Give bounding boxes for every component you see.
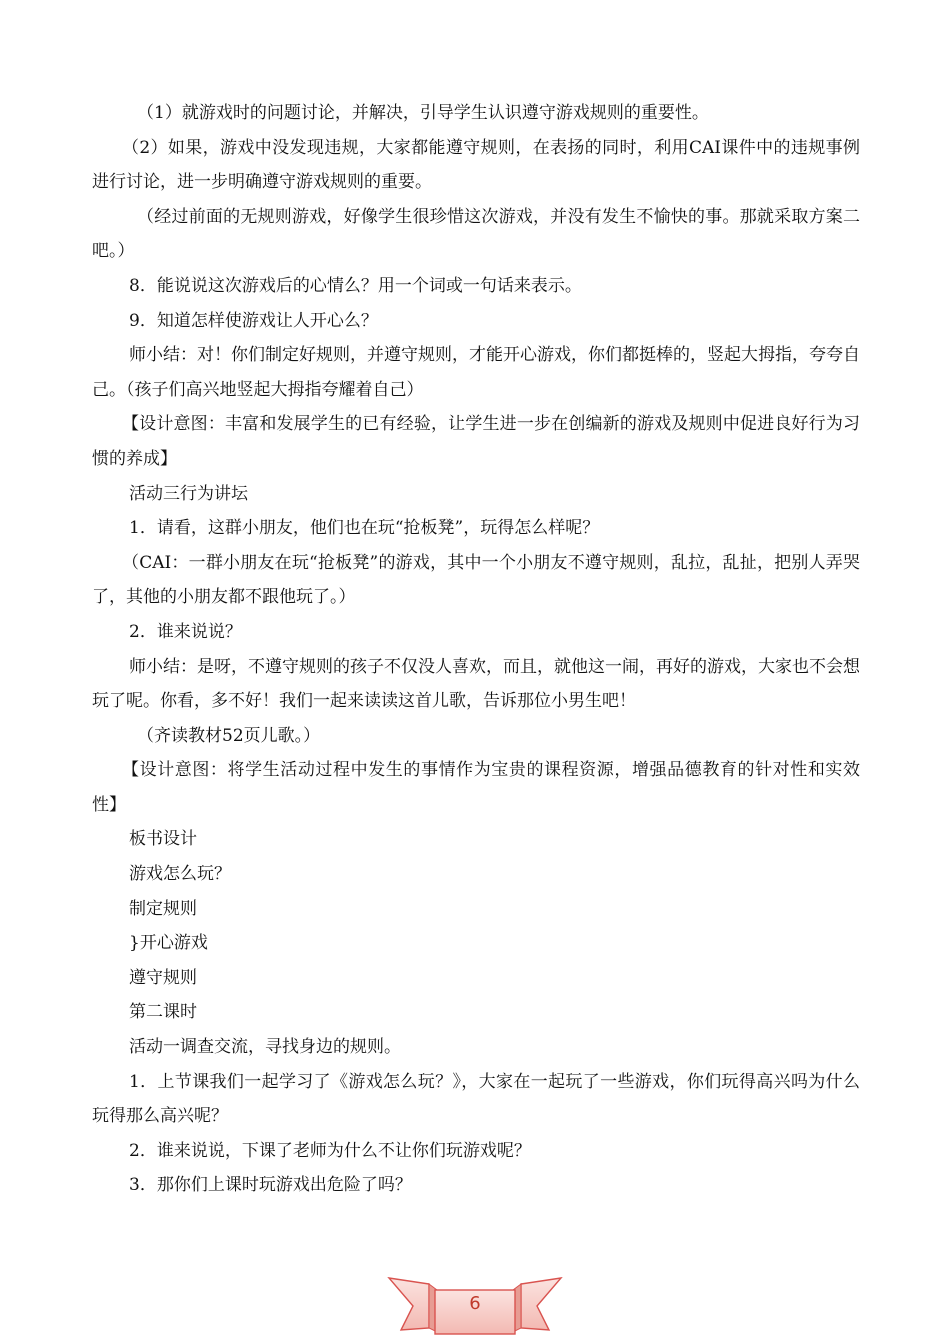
page-number: 6: [469, 1293, 481, 1314]
paragraph: 1．上节课我们一起学习了《游戏怎么玩？》，大家在一起玩了一些游戏，你们玩得高兴吗为什么玩得那么高兴呢？: [92, 1071, 860, 1127]
board-line: 游戏怎么玩？: [129, 864, 231, 885]
paragraph: 师小结：是呀，不遵守规则的孩子不仅没人喜欢，而且，就他这一闹，再好的游戏，大家也不会想玩了呢。你看，多不好！我们一起来读读这首儿歌，告诉那位小男生吧！: [92, 656, 860, 712]
board-line: }开心游戏: [129, 933, 208, 954]
paragraph: 2．谁来说说？: [129, 621, 242, 642]
board-line: 遵守规则: [129, 967, 197, 988]
board-line: 制定规则: [129, 898, 197, 919]
paragraph: 8．能说说这次游戏后的心情么？用一个词或一句话来表示。: [129, 275, 582, 296]
paragraph: （2）如果，游戏中没发现违规，大家都能遵守规则，在表扬的同时，利用CAI课件中的违规事例进行讨论，进一步明确遵守游戏规则的重要。: [92, 137, 860, 193]
paragraph: 1．请看，这群小朋友，他们也在玩“抢板凳”，玩得怎么样呢？: [129, 518, 600, 539]
paragraph: （齐读教材52页儿歌。）: [137, 725, 321, 746]
design-intent-note: 【设计意图：丰富和发展学生的已有经验，让学生进一步在创编新的游戏及规则中促进良好行为习惯的养成】: [92, 414, 860, 469]
section-heading: 活动三行为讲坛: [129, 483, 248, 504]
paragraph: 2．谁来说说，下课了老师为什么不让你们玩游戏呢？: [129, 1140, 531, 1161]
paragraph: 9．知道怎样使游戏让人开心么？: [129, 310, 378, 331]
document-body: [92, 96, 860, 1203]
section-heading: 活动一调查交流，寻找身边的规则。: [129, 1037, 401, 1058]
paragraph: （1）就游戏时的问题讨论，并解决，引导学生认识遵守游戏规则的重要性。: [137, 103, 709, 123]
page-footer: [387, 1270, 563, 1342]
section-heading: 板书设计: [129, 829, 197, 850]
paragraph: 3．那你们上课时玩游戏出危险了吗？: [129, 1175, 412, 1196]
design-intent-note: 【设计意图：将学生活动过程中发生的事情作为宝贵的课程资源，增强品德教育的针对性和实效性】: [92, 760, 860, 815]
paragraph: 师小结：对！你们制定好规则，并遵守规则，才能开心游戏，你们都挺棒的，竖起大拇指，夸夸自己。（孩子们高兴地竖起大拇指夸耀着自己）: [92, 345, 860, 400]
paragraph: （CAI：一群小朋友在玩“抢板凳”的游戏，其中一个小朋友不遵守规则，乱拉，乱扯，把别人弄哭了，其他的小朋友都不跟他玩了。）: [92, 552, 860, 608]
paragraph: （经过前面的无规则游戏，好像学生很珍惜这次游戏，并没有发生不愉快的事。那就采取方案二吧。）: [92, 206, 860, 262]
section-heading: 第二课时: [129, 1002, 197, 1023]
